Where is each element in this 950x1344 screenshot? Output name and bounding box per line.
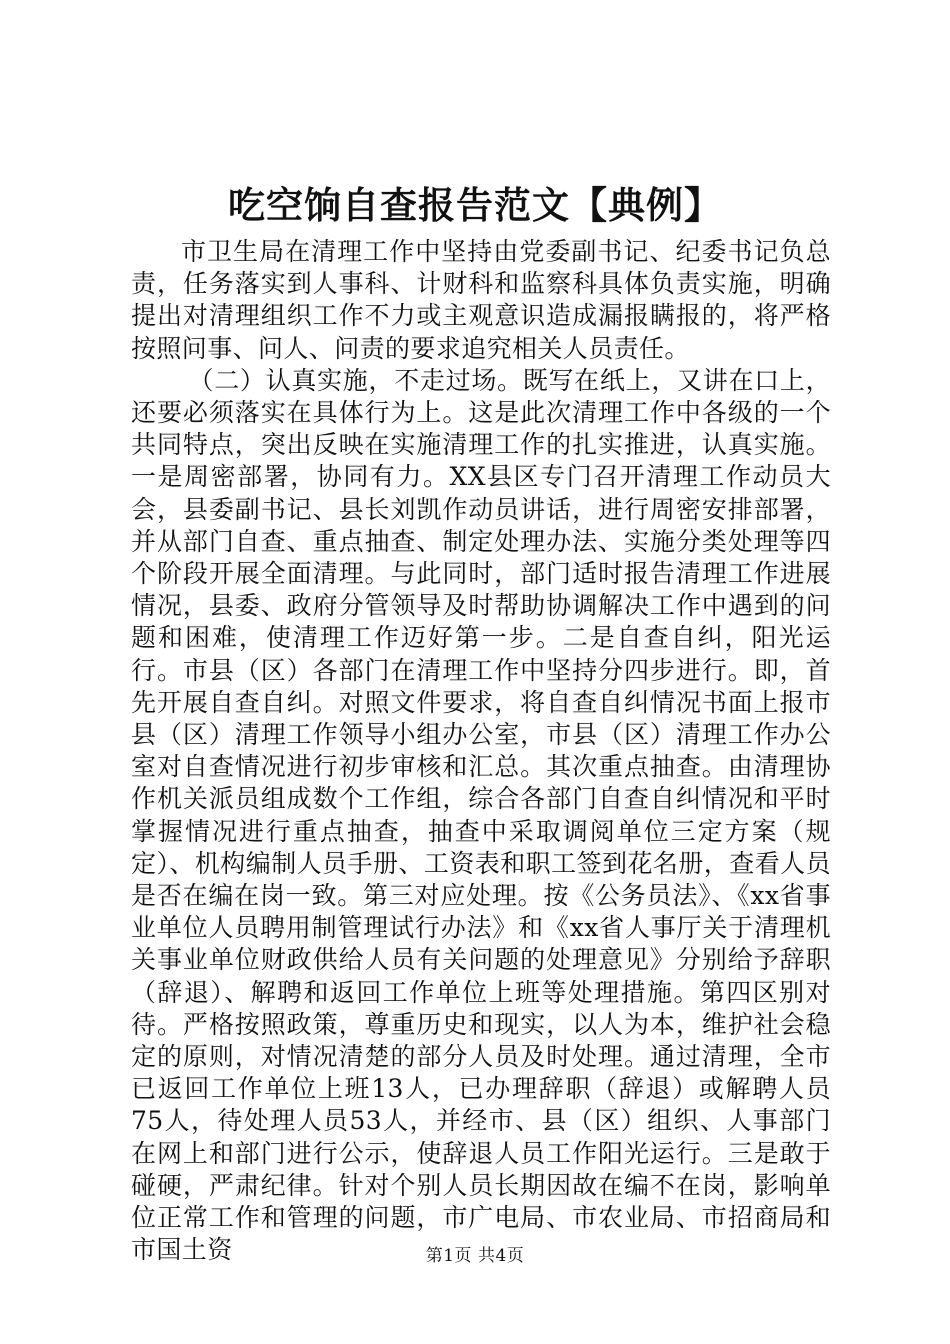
document-title: 吃空饷自查报告范文【典例】 xyxy=(228,184,722,227)
page-footer: 第1页 共4页 xyxy=(425,1246,525,1266)
paragraph-1: 市卫生局在清理工作中坚持由党委副书记、纪委书记负总责，任务落实到人事科、计财科和监察科具体负责实施，明确提出对清理组织工作不力或主观意识造成漏报瞒报的，将严格按照问事、问人、问责的要求追究相关人员责任。 xyxy=(131,237,831,363)
paragraph-2: （二）认真实施，不走过场。既写在纸上，又讲在口上，还要必须落实在具体行为上。这是此次清理工作中各级的一个共同特点，突出反映在实施清理工作的扎实推进，认真实施。一是周密部署，协同有力。XX县区专门召开清理工作动员大会，县委副书记、县长刘凯作动员讲话，进行周密安排部署，并从部门自查、重点抽查、制定处理办法、实施分类处理等四个阶段开展全面清理。与此同时，部门适时报告清理工作进展情况，县委、政府分管领导及时帮助协调解决工作中遇到的问题和困难，使清理工作迈好第一步。二是自查自纠，阳光运行。市县（区）各部门在清理工作中坚持分四步进行。即，首先开展自查自纠。对照文件要求，将自查自纠情况书面上报市县（区）清理工作领导小组办公室，市县（区）清理工作办公室对自查情况进行初步审核和汇总。其次重点抽查。由清理协作机关派员组成数个工作组，综合各部门自查自纠情况和平时掌握情况进行重点抽查，抽查中采取调阅单位三定方案（规定）、机构编制人员手册、工资表和职工签到花名册，查看人员是否在编在岗一致。第三对应处理。按《公务员法》、《xx省事业单位人员聘用制管理试行办法》和《xx省人事厅关于清理机关事业单位财政供给人员有关问题的处理意见》分别给予辞职（辞退）、解聘和返回工作单位上班等处理措施。第四区别对待。严格按照政策，尊重历史和现实，以人为本，维护社会稳定的原则，对情况清楚的部分人员及时处理。通过清理，全市已返回工作单位上班13人，已办理辞职（辞退）或解聘人员75人，待处理人员53人，并经市、县（区）组织、人事部门在网上和部门进行公示，使辞退人员工作阳光运行。三是敢于碰硬，严肃纪律。针对个别人员长期因故在编不在岗，影响单位正常工作和管理的问题，市广电局、市农业局、市招商局和市国土资 xyxy=(131,365,831,1265)
document-body xyxy=(131,236,831,1267)
